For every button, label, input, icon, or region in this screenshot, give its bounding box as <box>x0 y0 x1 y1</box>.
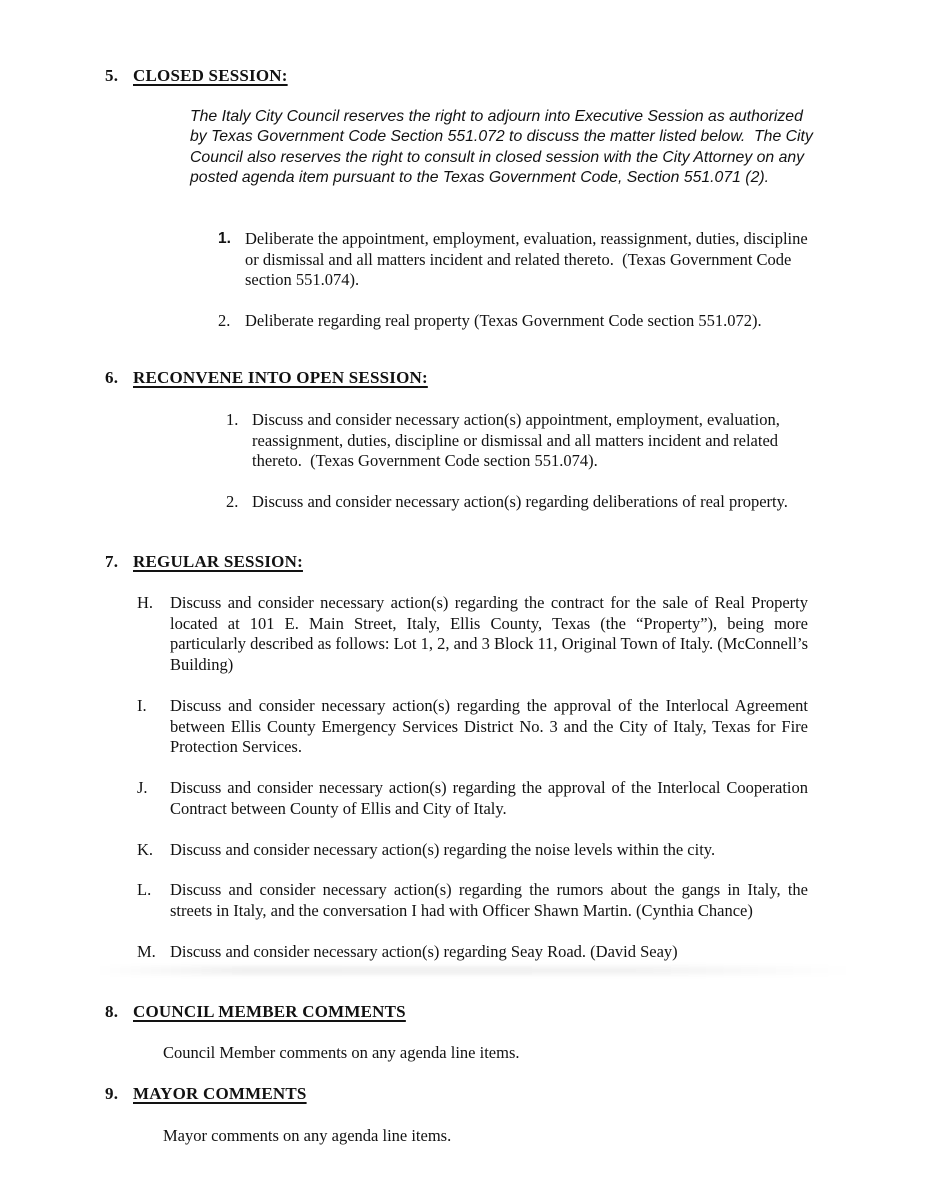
list-marker: K. <box>137 840 154 859</box>
list-item-text: Discuss and consider necessary action(s) regarding deliberations of real property. <box>252 492 788 511</box>
section-8-title: COUNCIL MEMBER COMMENTS <box>133 1002 406 1021</box>
list-item-text: Discuss and consider necessary action(s) regarding the contract for the sale of Real Property located at 101 E. Main Street, Italy, Ellis County, Texas (the “Property”), being more particularly described as follows: Lot 1, 2, and 3 Block 11, Original Town of Italy. (McConnell’s Building) <box>170 593 813 674</box>
reconvene-item-2 <box>226 492 800 513</box>
council-member-comments-text: Council Member comments on any agenda line items. <box>163 1043 520 1062</box>
list-marker: 2. <box>218 311 231 330</box>
section-9-heading <box>105 1084 307 1105</box>
scan-smudge-artifact <box>95 966 855 975</box>
list-item-text: Deliberate the appointment, employment, evaluation, reassignment, duties, discipline or dismissal and all matters incident and related thereto. (Texas Government Code section 551.074). <box>245 229 812 289</box>
section-8-heading <box>105 1002 406 1023</box>
section-6-title: RECONVENE INTO OPEN SESSION: <box>133 368 428 387</box>
closed-session-item-2 <box>218 311 816 332</box>
list-marker: 1. <box>226 410 239 429</box>
regular-session-item-l <box>137 880 813 921</box>
closed-session-notice: The Italy City Council reserves the right to adjourn into Executive Session as authorized by Texas Government Code Section 551.072 to discuss the matter listed below. The City Council also reserves the right to consult in closed session with the City Attorney on any posted agenda item pursuant to the Texas Government Code, Section 551.071 (2). <box>190 108 818 187</box>
list-marker: J. <box>137 778 148 797</box>
list-marker: L. <box>137 880 152 899</box>
closed-session-item-1 <box>218 229 816 291</box>
section-5-title: CLOSED SESSION: <box>133 66 288 85</box>
list-marker: I. <box>137 696 147 715</box>
regular-session-item-k <box>137 840 808 861</box>
list-item-text: Discuss and consider necessary action(s) regarding the noise levels within the city. <box>170 840 716 859</box>
reconvene-item-1 <box>226 410 800 472</box>
list-marker: 2. <box>226 492 239 511</box>
section-5-heading <box>105 66 288 87</box>
mayor-comments-text: Mayor comments on any agenda line items. <box>163 1126 452 1145</box>
regular-session-item-j <box>137 778 813 819</box>
regular-session-item-m <box>137 942 808 963</box>
section-5-number: 5. <box>105 66 119 85</box>
list-item-text: Discuss and consider necessary action(s) regarding the approval of the Interlocal Agreement between Ellis County Emergency Services District No. 3 and the City of Italy, Texas for Fire Protection Services. <box>170 696 813 756</box>
section-9-title: MAYOR COMMENTS <box>133 1084 307 1103</box>
section-6-heading <box>105 368 428 389</box>
list-marker: 1. <box>218 230 231 247</box>
regular-session-item-i <box>137 696 813 758</box>
section-9-number: 9. <box>105 1084 119 1103</box>
list-marker: H. <box>137 593 154 612</box>
list-item-text: Discuss and consider necessary action(s) regarding Seay Road. (David Seay) <box>170 942 678 961</box>
list-item-text: Deliberate regarding real property (Texas Government Code section 551.072). <box>245 311 762 330</box>
section-7-number: 7. <box>105 552 119 571</box>
section-6-number: 6. <box>105 368 119 387</box>
list-item-text: Discuss and consider necessary action(s) regarding the rumors about the gangs in Italy, the streets in Italy, and the conversation I had with Officer Shawn Martin. (Cynthia Chance) <box>170 880 813 920</box>
list-item-text: Discuss and consider necessary action(s) regarding the approval of the Interlocal Cooperation Contract between County of Ellis and City of Italy. <box>170 778 813 818</box>
list-item-text: Discuss and consider necessary action(s) appointment, employment, evaluation, reassignment, duties, discipline or dismissal and all matters incident and related thereto. (Texas Government Code section 551.074). <box>252 410 784 470</box>
section-7-title: REGULAR SESSION: <box>133 552 303 571</box>
section-7-heading <box>105 552 303 573</box>
regular-session-item-h <box>137 593 813 675</box>
section-8-number: 8. <box>105 1002 119 1021</box>
list-marker: M. <box>137 942 156 961</box>
